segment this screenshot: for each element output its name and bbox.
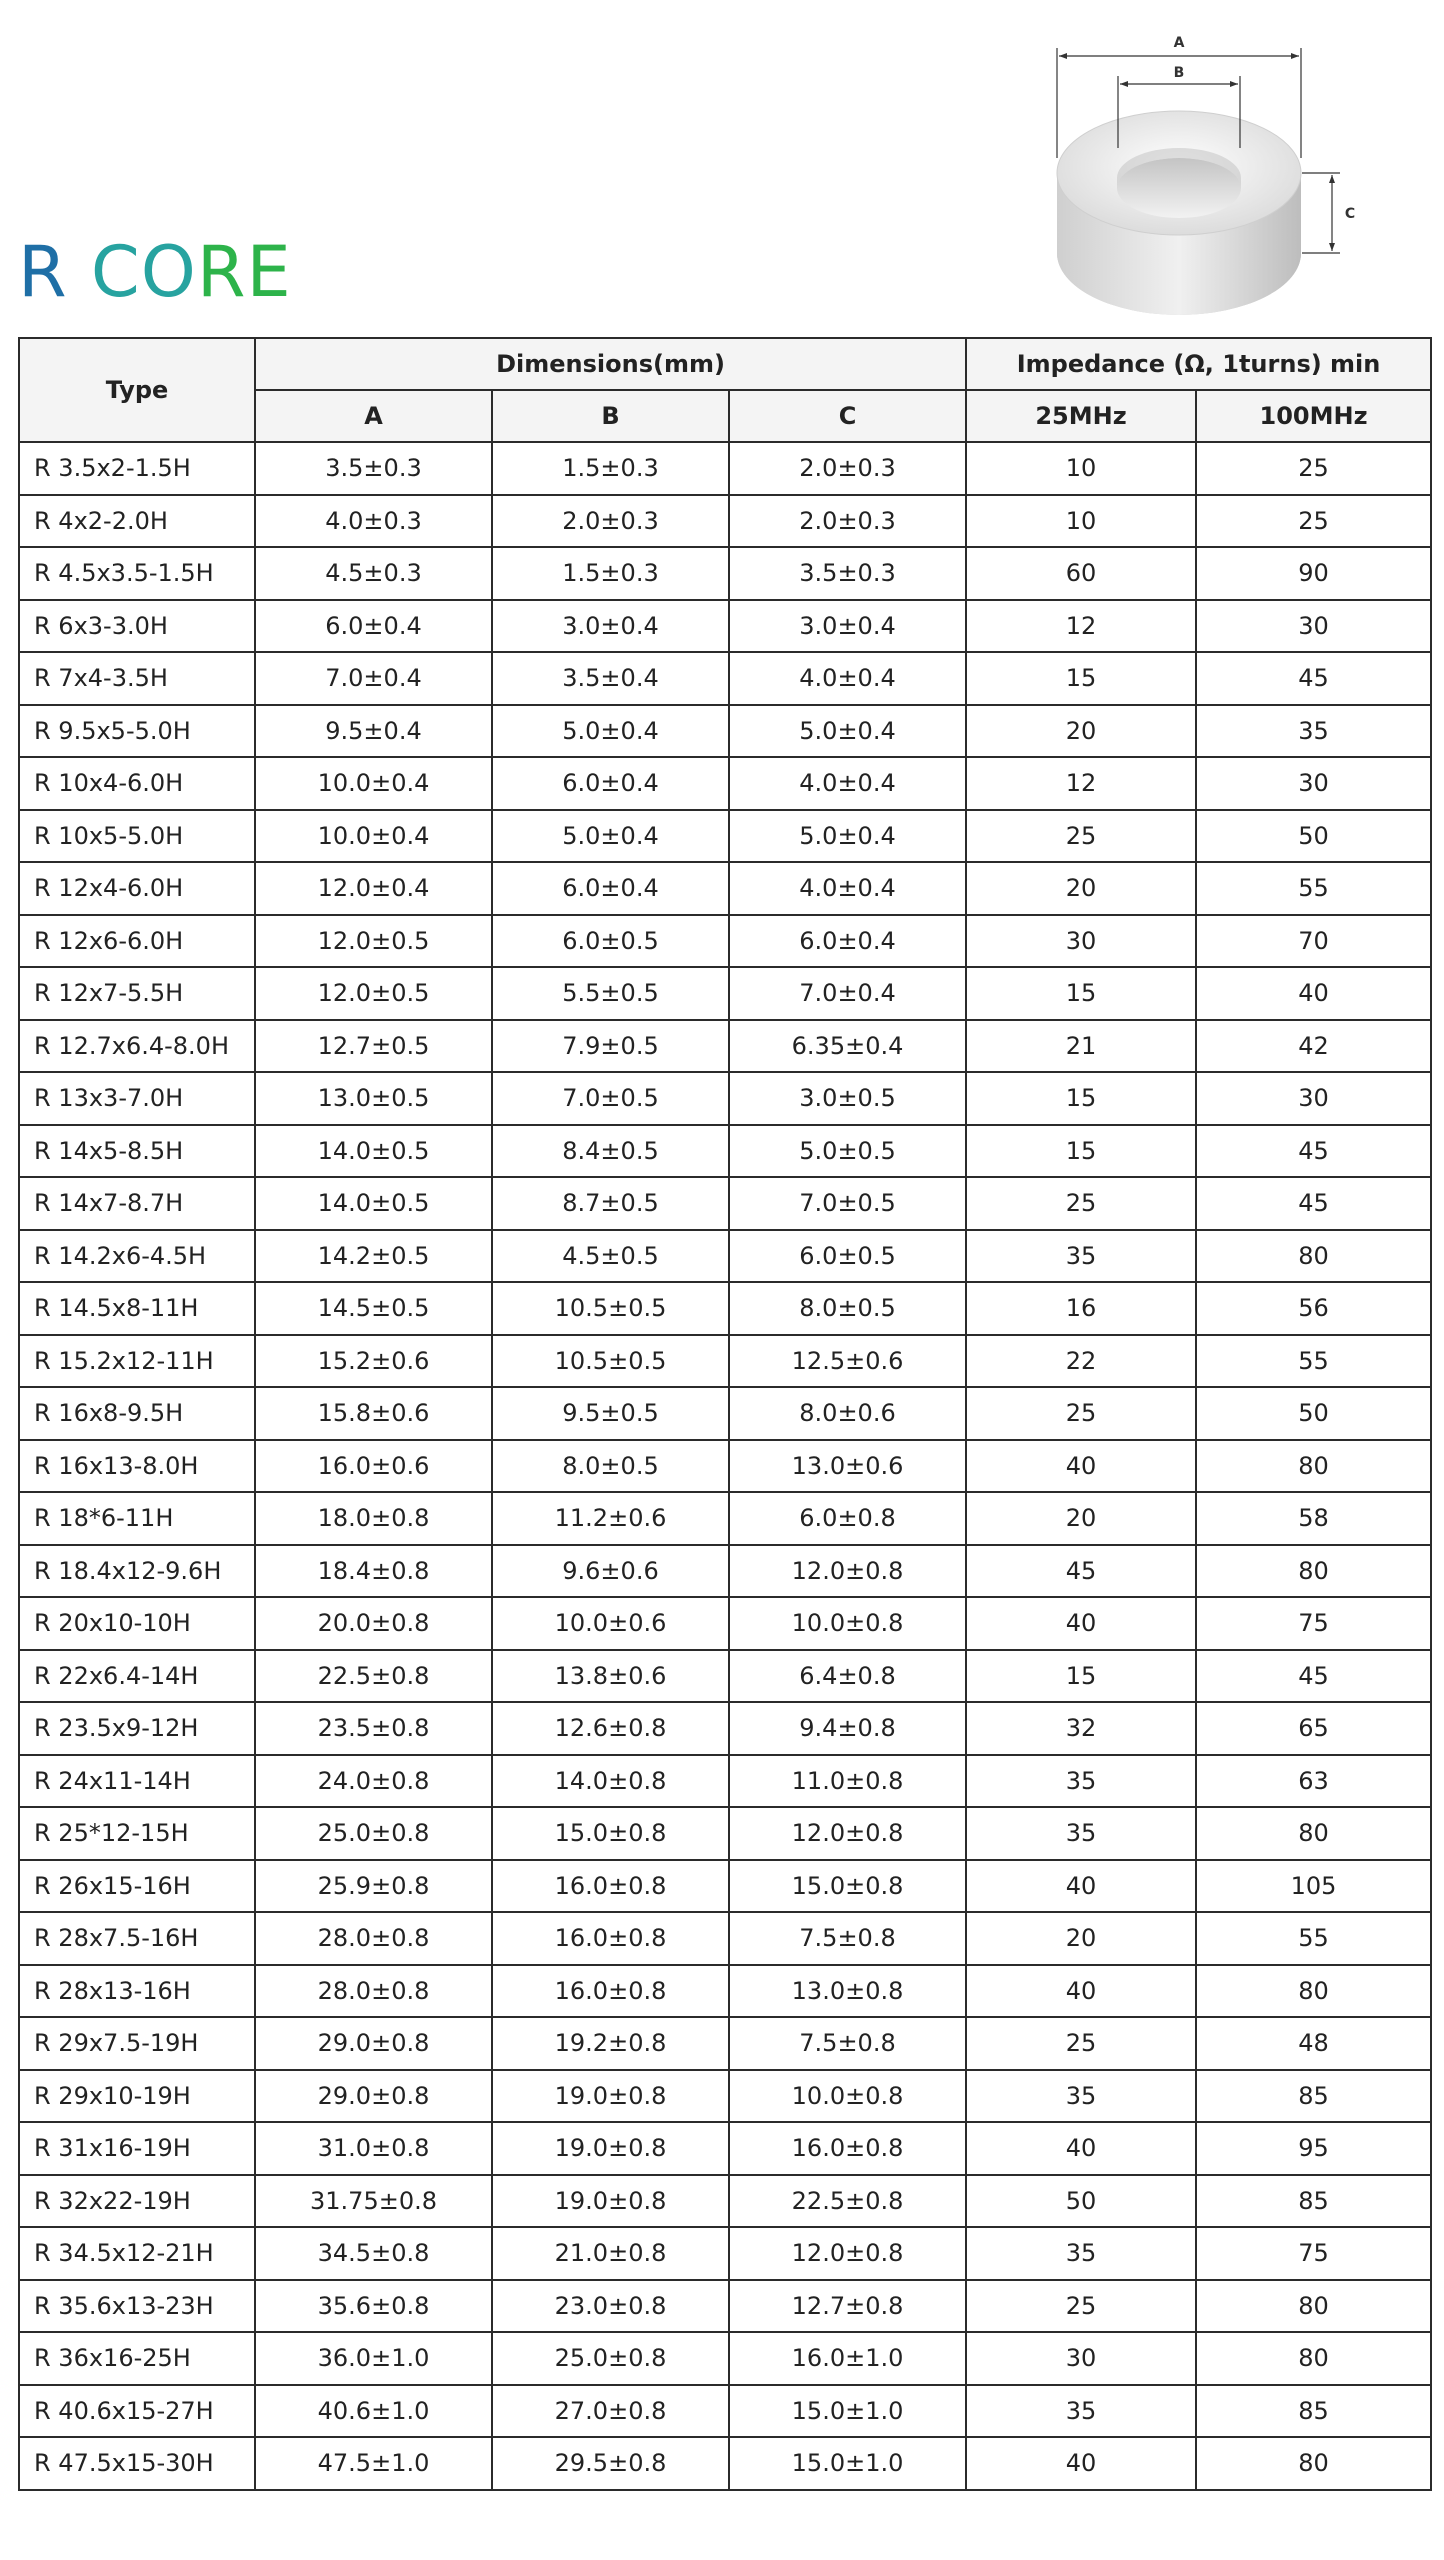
cell-c: 8.0±0.5 xyxy=(729,1282,966,1335)
cell-100mhz: 45 xyxy=(1196,652,1431,705)
cell-b: 3.5±0.4 xyxy=(492,652,729,705)
cell-a: 13.0±0.5 xyxy=(255,1072,492,1125)
table-row xyxy=(19,810,1431,863)
cell-b: 5.0±0.4 xyxy=(492,705,729,758)
cell-type: R 35.6x13-23H xyxy=(19,2280,255,2333)
cell-25mhz: 22 xyxy=(966,1335,1196,1388)
cell-100mhz: 105 xyxy=(1196,1860,1431,1913)
table-row xyxy=(19,2437,1431,2490)
table-row xyxy=(19,1492,1431,1545)
cell-25mhz: 35 xyxy=(966,1755,1196,1808)
table-row xyxy=(19,1545,1431,1598)
title-part-r: R xyxy=(18,231,91,313)
cell-c: 3.0±0.4 xyxy=(729,600,966,653)
cell-100mhz: 45 xyxy=(1196,1650,1431,1703)
table-row xyxy=(19,652,1431,705)
cell-25mhz: 50 xyxy=(966,2175,1196,2228)
cell-c: 7.5±0.8 xyxy=(729,1912,966,1965)
cell-25mhz: 25 xyxy=(966,1177,1196,1230)
cell-b: 7.0±0.5 xyxy=(492,1072,729,1125)
cell-b: 15.0±0.8 xyxy=(492,1807,729,1860)
cell-b: 6.0±0.5 xyxy=(492,915,729,968)
cell-a: 10.0±0.4 xyxy=(255,810,492,863)
cell-100mhz: 80 xyxy=(1196,1230,1431,1283)
cell-a: 28.0±0.8 xyxy=(255,1965,492,2018)
cell-type: R 12x4-6.0H xyxy=(19,862,255,915)
cell-100mhz: 25 xyxy=(1196,495,1431,548)
table-row xyxy=(19,1282,1431,1335)
cell-type: R 47.5x15-30H xyxy=(19,2437,255,2490)
cell-100mhz: 48 xyxy=(1196,2017,1431,2070)
table-row xyxy=(19,1177,1431,1230)
cell-a: 9.5±0.4 xyxy=(255,705,492,758)
cell-a: 12.0±0.5 xyxy=(255,967,492,1020)
cell-b: 19.2±0.8 xyxy=(492,2017,729,2070)
header-type: Type xyxy=(19,338,255,442)
cell-a: 14.0±0.5 xyxy=(255,1125,492,1178)
cell-type: R 9.5x5-5.0H xyxy=(19,705,255,758)
table-row xyxy=(19,1755,1431,1808)
cell-type: R 16x8-9.5H xyxy=(19,1387,255,1440)
table-row xyxy=(19,2332,1431,2385)
cell-c: 7.5±0.8 xyxy=(729,2017,966,2070)
table-row xyxy=(19,1702,1431,1755)
cell-c: 10.0±0.8 xyxy=(729,2070,966,2123)
cell-b: 9.5±0.5 xyxy=(492,1387,729,1440)
table-row xyxy=(19,757,1431,810)
table-row xyxy=(19,2280,1431,2333)
table-row xyxy=(19,1335,1431,1388)
cell-type: R 16x13-8.0H xyxy=(19,1440,255,1493)
table-row xyxy=(19,2070,1431,2123)
cell-25mhz: 10 xyxy=(966,442,1196,495)
cell-type: R 29x7.5-19H xyxy=(19,2017,255,2070)
table-row xyxy=(19,2385,1431,2438)
cell-b: 6.0±0.4 xyxy=(492,862,729,915)
cell-25mhz: 20 xyxy=(966,862,1196,915)
cell-c: 15.0±1.0 xyxy=(729,2437,966,2490)
cell-b: 16.0±0.8 xyxy=(492,1965,729,2018)
cell-c: 6.0±0.5 xyxy=(729,1230,966,1283)
cell-c: 4.0±0.4 xyxy=(729,652,966,705)
cell-c: 12.0±0.8 xyxy=(729,2227,966,2280)
cell-100mhz: 80 xyxy=(1196,1807,1431,1860)
cell-type: R 6x3-3.0H xyxy=(19,600,255,653)
cell-type: R 7x4-3.5H xyxy=(19,652,255,705)
cell-b: 9.6±0.6 xyxy=(492,1545,729,1598)
cell-100mhz: 85 xyxy=(1196,2385,1431,2438)
header-impedance: Impedance (Ω, 1turns) min xyxy=(966,338,1431,390)
cell-type: R 4x2-2.0H xyxy=(19,495,255,548)
cell-a: 40.6±1.0 xyxy=(255,2385,492,2438)
cell-c: 6.0±0.8 xyxy=(729,1492,966,1545)
cell-type: R 28x13-16H xyxy=(19,1965,255,2018)
cell-25mhz: 15 xyxy=(966,1125,1196,1178)
cell-c: 12.0±0.8 xyxy=(729,1807,966,1860)
cell-100mhz: 30 xyxy=(1196,1072,1431,1125)
cell-b: 4.5±0.5 xyxy=(492,1230,729,1283)
cell-25mhz: 35 xyxy=(966,2227,1196,2280)
cell-25mhz: 45 xyxy=(966,1545,1196,1598)
cell-b: 8.7±0.5 xyxy=(492,1177,729,1230)
table-row xyxy=(19,1912,1431,1965)
cell-a: 14.2±0.5 xyxy=(255,1230,492,1283)
cell-a: 20.0±0.8 xyxy=(255,1597,492,1650)
cell-type: R 34.5x12-21H xyxy=(19,2227,255,2280)
cell-type: R 3.5x2-1.5H xyxy=(19,442,255,495)
cell-100mhz: 75 xyxy=(1196,1597,1431,1650)
cell-25mhz: 15 xyxy=(966,1072,1196,1125)
cell-type: R 4.5x3.5-1.5H xyxy=(19,547,255,600)
cell-100mhz: 45 xyxy=(1196,1125,1431,1178)
cell-a: 23.5±0.8 xyxy=(255,1702,492,1755)
cell-b: 10.5±0.5 xyxy=(492,1282,729,1335)
cell-c: 15.0±1.0 xyxy=(729,2385,966,2438)
cell-b: 10.5±0.5 xyxy=(492,1335,729,1388)
table-row xyxy=(19,600,1431,653)
cell-100mhz: 80 xyxy=(1196,2280,1431,2333)
cell-25mhz: 32 xyxy=(966,1702,1196,1755)
cell-type: R 26x15-16H xyxy=(19,1860,255,1913)
cell-type: R 40.6x15-27H xyxy=(19,2385,255,2438)
cell-type: R 22x6.4-14H xyxy=(19,1650,255,1703)
cell-25mhz: 15 xyxy=(966,967,1196,1020)
cell-c: 6.0±0.4 xyxy=(729,915,966,968)
cell-b: 27.0±0.8 xyxy=(492,2385,729,2438)
cell-b: 21.0±0.8 xyxy=(492,2227,729,2280)
table-row xyxy=(19,1125,1431,1178)
cell-a: 12.0±0.5 xyxy=(255,915,492,968)
table-row xyxy=(19,1650,1431,1703)
cell-c: 13.0±0.8 xyxy=(729,1965,966,2018)
cell-c: 6.4±0.8 xyxy=(729,1650,966,1703)
cell-25mhz: 35 xyxy=(966,2070,1196,2123)
header-col-c: C xyxy=(729,390,966,442)
table-row xyxy=(19,2175,1431,2228)
cell-type: R 36x16-25H xyxy=(19,2332,255,2385)
table-row xyxy=(19,1387,1431,1440)
cell-a: 12.7±0.5 xyxy=(255,1020,492,1073)
cell-25mhz: 40 xyxy=(966,1860,1196,1913)
cell-type: R 14x5-8.5H xyxy=(19,1125,255,1178)
cell-25mhz: 25 xyxy=(966,2280,1196,2333)
cell-type: R 18*6-11H xyxy=(19,1492,255,1545)
cell-type: R 28x7.5-16H xyxy=(19,1912,255,1965)
cell-100mhz: 85 xyxy=(1196,2070,1431,2123)
cell-100mhz: 45 xyxy=(1196,1177,1431,1230)
cell-b: 19.0±0.8 xyxy=(492,2122,729,2175)
cell-100mhz: 85 xyxy=(1196,2175,1431,2228)
cell-a: 25.0±0.8 xyxy=(255,1807,492,1860)
cell-100mhz: 55 xyxy=(1196,1912,1431,1965)
cell-100mhz: 70 xyxy=(1196,915,1431,968)
cell-25mhz: 16 xyxy=(966,1282,1196,1335)
cell-a: 34.5±0.8 xyxy=(255,2227,492,2280)
cell-b: 12.6±0.8 xyxy=(492,1702,729,1755)
cell-a: 7.0±0.4 xyxy=(255,652,492,705)
table-row xyxy=(19,705,1431,758)
cell-100mhz: 42 xyxy=(1196,1020,1431,1073)
cell-c: 3.5±0.3 xyxy=(729,547,966,600)
cell-25mhz: 30 xyxy=(966,2332,1196,2385)
table-row xyxy=(19,2122,1431,2175)
cell-a: 28.0±0.8 xyxy=(255,1912,492,1965)
label-c: C xyxy=(1344,206,1356,222)
cell-a: 35.6±0.8 xyxy=(255,2280,492,2333)
cell-100mhz: 80 xyxy=(1196,2332,1431,2385)
cell-c: 8.0±0.6 xyxy=(729,1387,966,1440)
table-row xyxy=(19,1860,1431,1913)
table-row xyxy=(19,2227,1431,2280)
cell-100mhz: 50 xyxy=(1196,1387,1431,1440)
table-row xyxy=(19,1020,1431,1073)
cell-a: 22.5±0.8 xyxy=(255,1650,492,1703)
cell-100mhz: 58 xyxy=(1196,1492,1431,1545)
cell-c: 4.0±0.4 xyxy=(729,757,966,810)
page-title xyxy=(18,232,292,312)
cell-type: R 32x22-19H xyxy=(19,2175,255,2228)
cell-c: 16.0±1.0 xyxy=(729,2332,966,2385)
cell-b: 14.0±0.8 xyxy=(492,1755,729,1808)
cell-a: 15.2±0.6 xyxy=(255,1335,492,1388)
cell-c: 2.0±0.3 xyxy=(729,442,966,495)
table-row xyxy=(19,967,1431,1020)
cell-c: 9.4±0.8 xyxy=(729,1702,966,1755)
cell-c: 22.5±0.8 xyxy=(729,2175,966,2228)
cell-100mhz: 80 xyxy=(1196,1545,1431,1598)
cell-a: 3.5±0.3 xyxy=(255,442,492,495)
cell-100mhz: 75 xyxy=(1196,2227,1431,2280)
cell-25mhz: 40 xyxy=(966,2122,1196,2175)
cell-b: 29.5±0.8 xyxy=(492,2437,729,2490)
cell-c: 16.0±0.8 xyxy=(729,2122,966,2175)
cell-type: R 13x3-7.0H xyxy=(19,1072,255,1125)
header-col-100mhz: 100MHz xyxy=(1196,390,1431,442)
table-row xyxy=(19,1072,1431,1125)
table-row xyxy=(19,1230,1431,1283)
cell-100mhz: 63 xyxy=(1196,1755,1431,1808)
cell-c: 5.0±0.4 xyxy=(729,705,966,758)
cell-100mhz: 65 xyxy=(1196,1702,1431,1755)
title-part-re: RE xyxy=(196,231,292,313)
cell-25mhz: 20 xyxy=(966,705,1196,758)
cell-b: 16.0±0.8 xyxy=(492,1912,729,1965)
cell-type: R 14.2x6-4.5H xyxy=(19,1230,255,1283)
ring-core-diagram xyxy=(1040,28,1370,318)
table-row xyxy=(19,495,1431,548)
cell-100mhz: 90 xyxy=(1196,547,1431,600)
cell-type: R 15.2x12-11H xyxy=(19,1335,255,1388)
cell-a: 16.0±0.6 xyxy=(255,1440,492,1493)
cell-25mhz: 20 xyxy=(966,1912,1196,1965)
cell-type: R 18.4x12-9.6H xyxy=(19,1545,255,1598)
cell-b: 19.0±0.8 xyxy=(492,2175,729,2228)
table-row xyxy=(19,1597,1431,1650)
cell-type: R 23.5x9-12H xyxy=(19,1702,255,1755)
cell-b: 19.0±0.8 xyxy=(492,2070,729,2123)
table-row xyxy=(19,1807,1431,1860)
cell-a: 31.75±0.8 xyxy=(255,2175,492,2228)
cell-25mhz: 35 xyxy=(966,1807,1196,1860)
cell-c: 6.35±0.4 xyxy=(729,1020,966,1073)
cell-25mhz: 21 xyxy=(966,1020,1196,1073)
cell-c: 5.0±0.5 xyxy=(729,1125,966,1178)
cell-c: 7.0±0.5 xyxy=(729,1177,966,1230)
cell-a: 4.0±0.3 xyxy=(255,495,492,548)
cell-b: 3.0±0.4 xyxy=(492,600,729,653)
cell-type: R 10x5-5.0H xyxy=(19,810,255,863)
cell-type: R 12x6-6.0H xyxy=(19,915,255,968)
cell-c: 12.0±0.8 xyxy=(729,1545,966,1598)
cell-b: 1.5±0.3 xyxy=(492,547,729,600)
cell-a: 18.0±0.8 xyxy=(255,1492,492,1545)
cell-a: 25.9±0.8 xyxy=(255,1860,492,1913)
cell-type: R 12x7-5.5H xyxy=(19,967,255,1020)
cell-c: 7.0±0.4 xyxy=(729,967,966,1020)
cell-100mhz: 56 xyxy=(1196,1282,1431,1335)
cell-c: 5.0±0.4 xyxy=(729,810,966,863)
label-a: A xyxy=(1173,35,1185,51)
cell-100mhz: 25 xyxy=(1196,442,1431,495)
table-row xyxy=(19,1965,1431,2018)
cell-25mhz: 40 xyxy=(966,1965,1196,2018)
cell-type: R 24x11-14H xyxy=(19,1755,255,1808)
cell-25mhz: 40 xyxy=(966,2437,1196,2490)
cell-25mhz: 12 xyxy=(966,757,1196,810)
cell-a: 47.5±1.0 xyxy=(255,2437,492,2490)
cell-b: 5.5±0.5 xyxy=(492,967,729,1020)
cell-c: 12.7±0.8 xyxy=(729,2280,966,2333)
cell-100mhz: 30 xyxy=(1196,600,1431,653)
cell-b: 10.0±0.6 xyxy=(492,1597,729,1650)
cell-c: 11.0±0.8 xyxy=(729,1755,966,1808)
cell-100mhz: 35 xyxy=(1196,705,1431,758)
cell-25mhz: 20 xyxy=(966,1492,1196,1545)
cell-25mhz: 15 xyxy=(966,652,1196,705)
table-row xyxy=(19,2017,1431,2070)
cell-100mhz: 40 xyxy=(1196,967,1431,1020)
table-row xyxy=(19,1440,1431,1493)
cell-type: R 31x16-19H xyxy=(19,2122,255,2175)
cell-c: 10.0±0.8 xyxy=(729,1597,966,1650)
cell-a: 31.0±0.8 xyxy=(255,2122,492,2175)
spec-table xyxy=(18,337,1432,2491)
cell-100mhz: 80 xyxy=(1196,1440,1431,1493)
cell-b: 2.0±0.3 xyxy=(492,495,729,548)
cell-100mhz: 80 xyxy=(1196,2437,1431,2490)
cell-b: 8.4±0.5 xyxy=(492,1125,729,1178)
cell-25mhz: 40 xyxy=(966,1597,1196,1650)
title-part-co: CO xyxy=(90,231,197,313)
cell-a: 12.0±0.4 xyxy=(255,862,492,915)
cell-a: 36.0±1.0 xyxy=(255,2332,492,2385)
cell-c: 15.0±0.8 xyxy=(729,1860,966,1913)
cell-25mhz: 35 xyxy=(966,1230,1196,1283)
cell-a: 29.0±0.8 xyxy=(255,2070,492,2123)
table-row xyxy=(19,862,1431,915)
cell-type: R 20x10-10H xyxy=(19,1597,255,1650)
cell-type: R 10x4-6.0H xyxy=(19,757,255,810)
cell-b: 23.0±0.8 xyxy=(492,2280,729,2333)
label-b: B xyxy=(1173,65,1185,81)
cell-100mhz: 30 xyxy=(1196,757,1431,810)
cell-25mhz: 25 xyxy=(966,810,1196,863)
cell-25mhz: 60 xyxy=(966,547,1196,600)
spec-table-body xyxy=(19,442,1431,2490)
cell-25mhz: 40 xyxy=(966,1440,1196,1493)
header-col-a: A xyxy=(255,390,492,442)
cell-25mhz: 15 xyxy=(966,1650,1196,1703)
cell-100mhz: 55 xyxy=(1196,862,1431,915)
cell-a: 15.8±0.6 xyxy=(255,1387,492,1440)
cell-b: 8.0±0.5 xyxy=(492,1440,729,1493)
cell-a: 6.0±0.4 xyxy=(255,600,492,653)
cell-25mhz: 25 xyxy=(966,2017,1196,2070)
cell-type: R 12.7x6.4-8.0H xyxy=(19,1020,255,1073)
header-col-b: B xyxy=(492,390,729,442)
cell-a: 29.0±0.8 xyxy=(255,2017,492,2070)
cell-100mhz: 55 xyxy=(1196,1335,1431,1388)
cell-c: 12.5±0.6 xyxy=(729,1335,966,1388)
cell-c: 4.0±0.4 xyxy=(729,862,966,915)
cell-a: 10.0±0.4 xyxy=(255,757,492,810)
cell-b: 5.0±0.4 xyxy=(492,810,729,863)
cell-b: 6.0±0.4 xyxy=(492,757,729,810)
cell-25mhz: 25 xyxy=(966,1387,1196,1440)
table-row xyxy=(19,442,1431,495)
cell-100mhz: 95 xyxy=(1196,2122,1431,2175)
cell-a: 14.0±0.5 xyxy=(255,1177,492,1230)
cell-25mhz: 30 xyxy=(966,915,1196,968)
cell-c: 3.0±0.5 xyxy=(729,1072,966,1125)
cell-b: 11.2±0.6 xyxy=(492,1492,729,1545)
cell-type: R 25*12-15H xyxy=(19,1807,255,1860)
cell-b: 1.5±0.3 xyxy=(492,442,729,495)
cell-25mhz: 10 xyxy=(966,495,1196,548)
cell-b: 16.0±0.8 xyxy=(492,1860,729,1913)
cell-a: 14.5±0.5 xyxy=(255,1282,492,1335)
cell-a: 24.0±0.8 xyxy=(255,1755,492,1808)
header-col-25mhz: 25MHz xyxy=(966,390,1196,442)
cell-type: R 14.5x8-11H xyxy=(19,1282,255,1335)
cell-b: 13.8±0.6 xyxy=(492,1650,729,1703)
cell-100mhz: 50 xyxy=(1196,810,1431,863)
cell-b: 25.0±0.8 xyxy=(492,2332,729,2385)
table-row xyxy=(19,547,1431,600)
table-row xyxy=(19,915,1431,968)
cell-type: R 14x7-8.7H xyxy=(19,1177,255,1230)
cell-a: 4.5±0.3 xyxy=(255,547,492,600)
header-dimensions: Dimensions(mm) xyxy=(255,338,966,390)
cell-25mhz: 35 xyxy=(966,2385,1196,2438)
cell-100mhz: 80 xyxy=(1196,1965,1431,2018)
cell-type: R 29x10-19H xyxy=(19,2070,255,2123)
cell-a: 18.4±0.8 xyxy=(255,1545,492,1598)
cell-b: 7.9±0.5 xyxy=(492,1020,729,1073)
cell-25mhz: 12 xyxy=(966,600,1196,653)
cell-c: 2.0±0.3 xyxy=(729,495,966,548)
cell-c: 13.0±0.6 xyxy=(729,1440,966,1493)
